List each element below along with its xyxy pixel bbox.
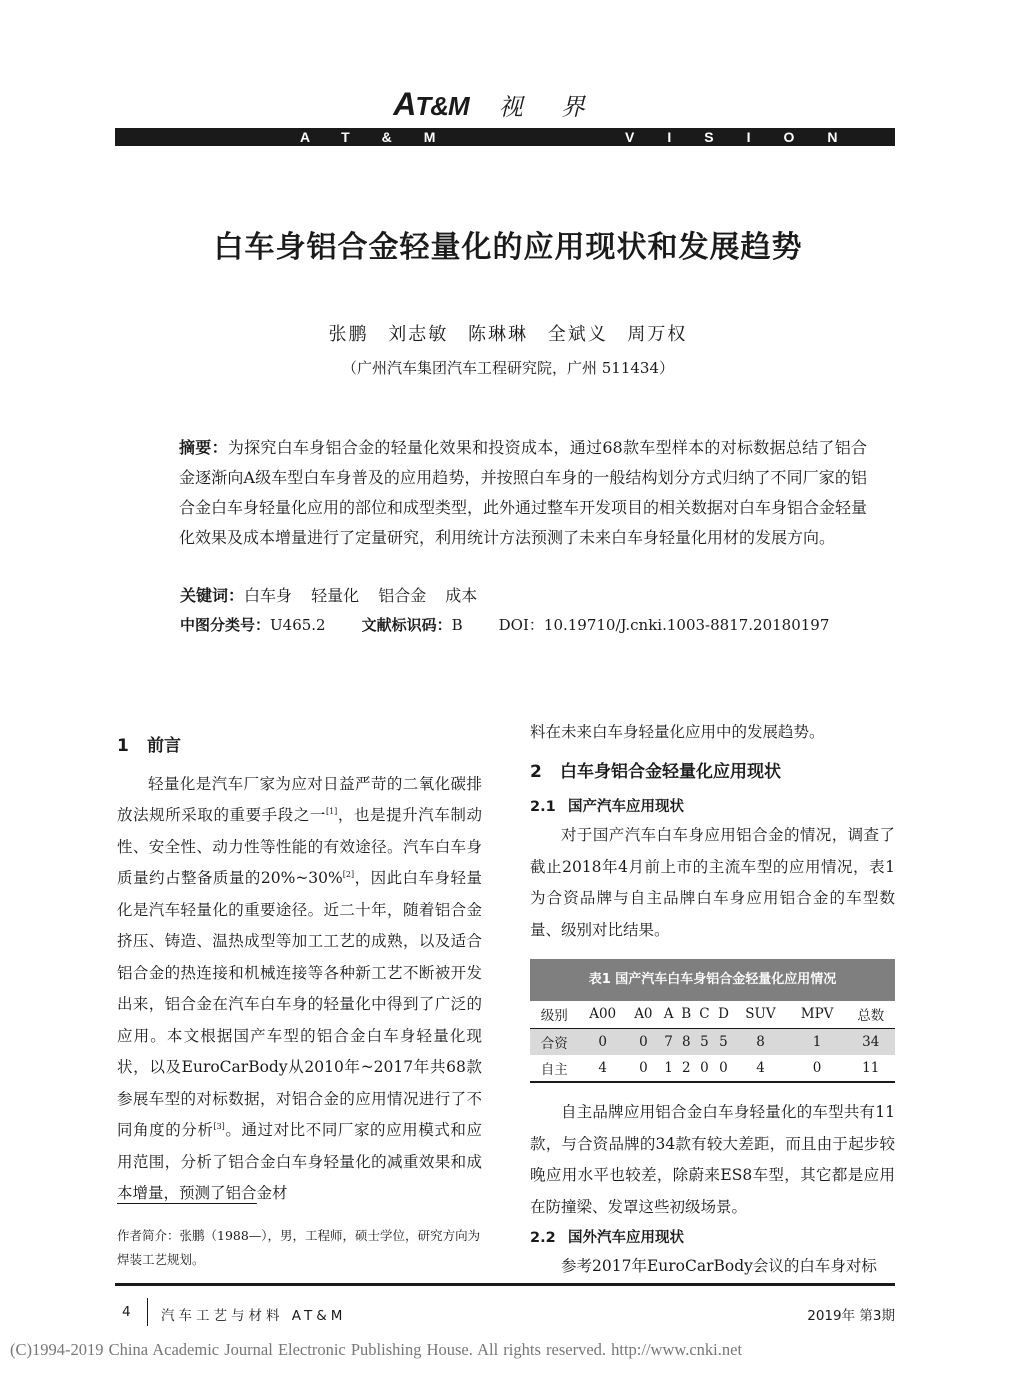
band-left-text: AT&M bbox=[300, 129, 468, 145]
band-right-text: VISION bbox=[625, 129, 871, 145]
section-1-continuation: 料在未来白车身轻量化应用中的发展趋势。 bbox=[530, 723, 825, 741]
classification-line bbox=[180, 614, 829, 635]
section-1-heading: 1 前言 bbox=[117, 736, 181, 756]
table-cell: 5 bbox=[700, 1033, 709, 1050]
keywords-value: 白车身 轻量化 铝合金 成本 bbox=[244, 586, 478, 605]
table-cell: 0 bbox=[598, 1033, 607, 1050]
table-cell: 0 bbox=[812, 1060, 822, 1076]
clc-value: U465.2 bbox=[270, 616, 326, 634]
right-column-lower bbox=[530, 1097, 895, 1283]
footer-rule bbox=[115, 1283, 895, 1286]
article-title: 白车身铝合金轻量化的应用现状和发展趋势 bbox=[213, 230, 803, 265]
table-cell: 0 bbox=[700, 1060, 709, 1076]
table-1 bbox=[530, 959, 895, 1083]
section-2-2-heading: 2.2 国外汽车应用现状 bbox=[530, 1230, 684, 1246]
table-cell: 1 bbox=[664, 1060, 673, 1076]
doc-code-value: B bbox=[451, 616, 463, 634]
left-column bbox=[117, 731, 482, 1210]
copyright-notice: (C)1994-2019 China Academic Journal Electronic Publishing House. All rights reserved. http://www.cnki.net bbox=[10, 1340, 743, 1359]
table-cell: 4 bbox=[598, 1060, 607, 1076]
affiliation: （广州汽车集团汽车工程研究院，广州 511434） bbox=[341, 359, 675, 377]
section-2-1-paragraph-2: 自主品牌应用铝合金白车身轻量化的车型共有11款，与合资品牌的34款有较大差距，而且由于起步较晚应用水平也较差，除蔚来ES8车型，其它都是应用在防撞梁、发罩这些初级场景。 bbox=[530, 1103, 895, 1216]
table-cell: 合资 bbox=[540, 1035, 568, 1052]
abstract bbox=[145, 433, 867, 553]
abstract-text: 为探究白车身铝合金的轻量化效果和投资成本，通过68款车型样本的对标数据总结了铝合金逐渐向A级车型白车身普及的应用趋势，并按照白车身的一般结构划分方式归纳了不同厂家的铝合金白车身轻量化应用的部位和成型类型，此外通过整车开发项目的相关数据对白车身铝合金轻量化效果及成本增量进行了定量研究，利用统计方法预测了未来白车身轻量化用材的发展方向。 bbox=[179, 438, 868, 547]
table-header-cell: A00 bbox=[589, 1006, 617, 1023]
table-header-cell: 级别 bbox=[540, 1008, 568, 1025]
clc-label: 中图分类号： bbox=[180, 616, 271, 634]
right-column bbox=[530, 717, 895, 946]
table-header-cell: A0 bbox=[634, 1006, 653, 1023]
section-2-heading: 2 白车身铝合金轻量化应用现状 bbox=[530, 761, 781, 782]
table-cell: 0 bbox=[639, 1033, 648, 1050]
journal-name: 汽车工艺与材料 AT&M bbox=[161, 1308, 347, 1324]
keywords-label: 关键词： bbox=[180, 586, 245, 605]
table-cell: 自主 bbox=[540, 1062, 568, 1078]
masthead-band bbox=[115, 128, 895, 146]
section-2-2-paragraph: 参考2017年EuroCarBody会议的白车身对标 bbox=[561, 1257, 877, 1275]
table-header-cell: 总数 bbox=[857, 1008, 885, 1025]
table-header-cell: D bbox=[718, 1006, 729, 1023]
abstract-label: 摘要： bbox=[179, 438, 228, 457]
table-row bbox=[530, 1055, 895, 1082]
footer-divider bbox=[147, 1298, 148, 1326]
keywords bbox=[180, 583, 477, 606]
page-number: 4 bbox=[122, 1304, 131, 1320]
section-2-1-heading: 2.1 国产汽车应用现状 bbox=[530, 799, 684, 815]
vision-cn-label: 视界 bbox=[498, 93, 623, 121]
citation-1[interactable]: [1] bbox=[325, 806, 338, 816]
page-footer bbox=[115, 1298, 895, 1328]
authors: 张鹏 刘志敏 陈琳琳 全斌义 周万权 bbox=[328, 324, 688, 345]
table-header-row bbox=[530, 1001, 895, 1028]
table-cell: 5 bbox=[719, 1033, 728, 1050]
doc-code-label: 文献标识码： bbox=[361, 616, 452, 634]
citation-2[interactable]: [2] bbox=[342, 869, 355, 879]
table-cell: 4 bbox=[756, 1060, 765, 1076]
table-header-cell: A bbox=[663, 1006, 674, 1023]
citation-3[interactable]: [3] bbox=[213, 1121, 225, 1131]
issue-label: 2019年 第3期 bbox=[807, 1308, 895, 1324]
doi: DOI：10.19710/J.cnki.1003-8817.20180197 bbox=[498, 616, 830, 634]
table-row bbox=[530, 1028, 895, 1055]
author-footnote: 作者简介：张鹏（1988—），男，工程师，硕士学位，研究方向为焊装工艺规划。 bbox=[117, 1228, 481, 1267]
table-cell: 7 bbox=[664, 1033, 673, 1050]
section-2-1-paragraph: 对于国产汽车白车身应用铝合金的情况，调查了截止2018年4月前上市的主流车型的应用情况，表1为合资品牌与自主品牌白车身应用铝合金的车型数量、级别对比结果。 bbox=[530, 826, 895, 939]
table-cell: 11 bbox=[862, 1060, 880, 1076]
footnote-rule bbox=[117, 1203, 257, 1204]
table-1-caption: 表1 国产汽车白车身铝合金轻量化应用情况 bbox=[530, 959, 895, 1001]
table-header-cell: SUV bbox=[745, 1006, 776, 1023]
table-cell: 0 bbox=[719, 1060, 728, 1076]
table-cell: 8 bbox=[681, 1033, 691, 1050]
table-cell: 34 bbox=[862, 1033, 880, 1050]
table-header-cell: C bbox=[699, 1006, 710, 1023]
table-cell: 8 bbox=[756, 1033, 765, 1050]
table-cell: 2 bbox=[681, 1060, 691, 1076]
table-cell: 1 bbox=[812, 1033, 822, 1050]
masthead bbox=[0, 86, 1016, 123]
table-header-cell: B bbox=[681, 1006, 692, 1023]
table-cell: 0 bbox=[639, 1060, 648, 1076]
journal-logo: AT&M bbox=[393, 86, 469, 122]
table-header-cell: MPV bbox=[800, 1006, 834, 1023]
section-1-paragraph: 轻量化是汽车厂家为应对日益严苛的二氧化碳排放法规所采取的重要手段之一[1]，也是提升汽车制动性、安全性、动力性等性能的有效途径。汽车白车身质量约占整备质量的20%~30%[2]，因此白车身轻量化是汽车轻量化的重要途径。近二十年，随着铝合金挤压、铸造、温热成型等加工工艺的成熟，以及适合铝合金的热连接和机械连接等各种新工艺不断被开发出来，铝合金在汽车白车身的轻量化中得到了广泛的应用。本文根据国产车型的铝合金白车身轻量化现状，以及EuroCarBody从2010年~2017年共68款参展车型的对标数据，对铝合金的应用情况进行了不同角度的分析[3]。通过对比不同厂家的应用模式和应用范围，分析了铝合金白车身轻量化的减重效果和成本增量，预测了铝合金材 bbox=[117, 774, 482, 1202]
